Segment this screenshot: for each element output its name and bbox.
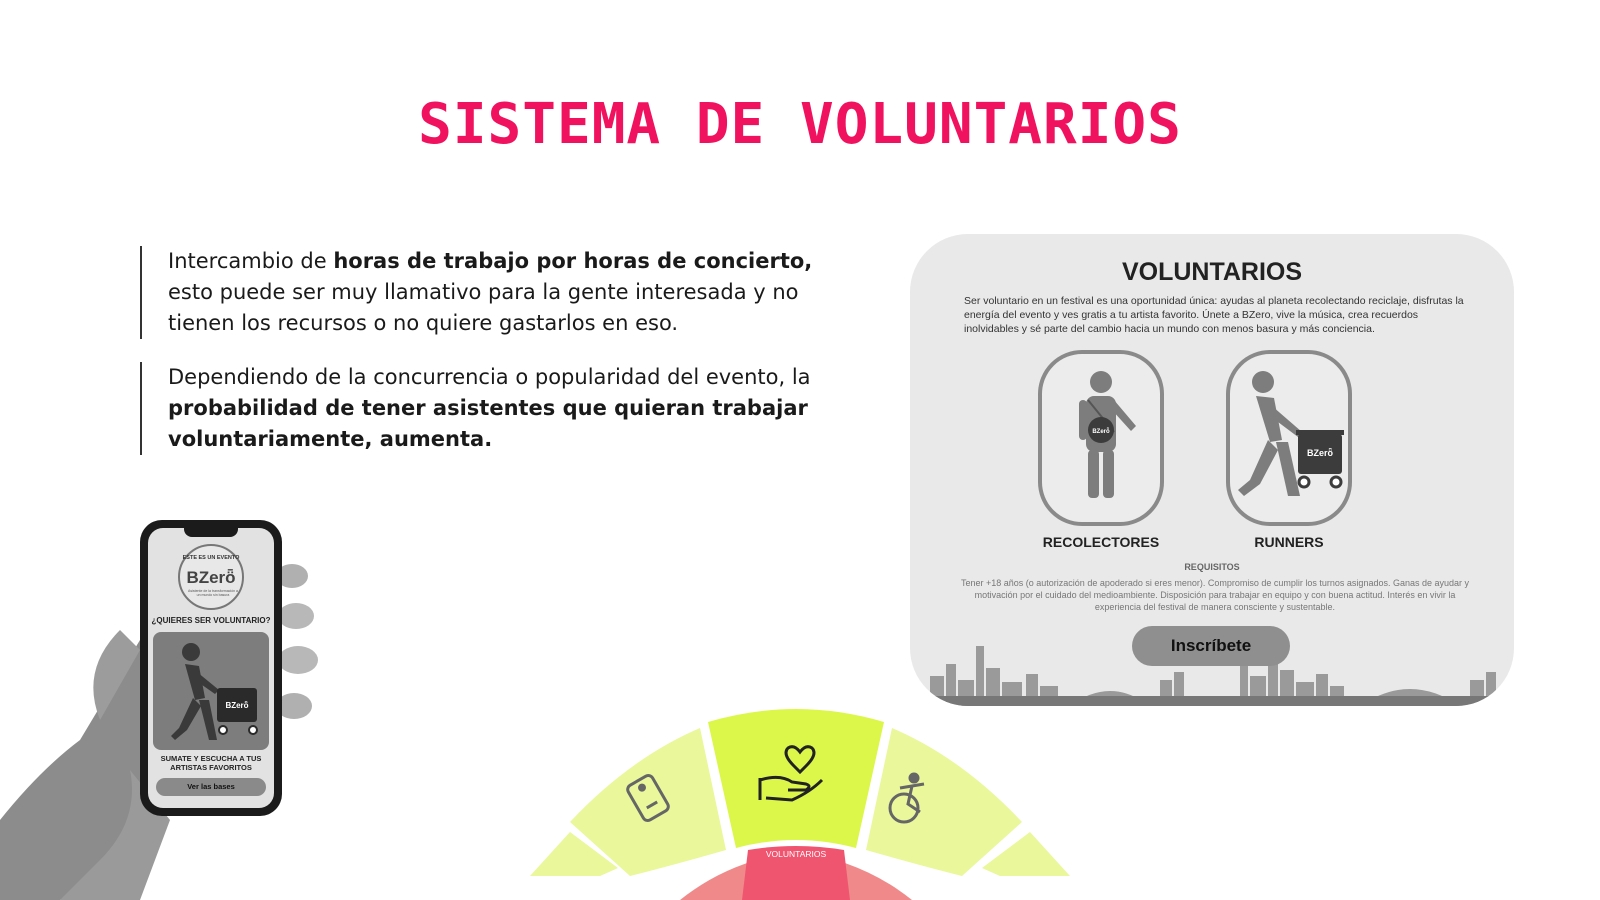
card-title: VOLUNTARIOS: [1121, 258, 1303, 286]
requirements-text: Tener +18 años (o autorización de apoderado si eres menor). Compromiso de cumplir los turnos asignados. Ganas de ayudar y motivación por el cuidado del medioambiente. Disposición para trabajar en equipo y con buena actitud. Interés en vivir la experiencia del festival de manera consciente y sustentable.: [960, 578, 1470, 612]
wheel-left-label: ARA: [703, 862, 720, 875]
category-wheel: [530, 700, 1070, 900]
paragraph-hours-exchange: [140, 246, 840, 339]
paragraph-1-text: Intercambio de: [168, 249, 334, 273]
phone-mockup: [0, 520, 320, 900]
badge-top-text: ESTE ES UN EVENTO: [182, 555, 240, 561]
paragraph-probability: [140, 362, 840, 455]
paragraph-1-rest: esto puede ser muy llamativo para la gente interesada y no tienen los recursos o no quiere gastarlos en eso.: [168, 280, 799, 335]
wheel-segment-voluntarios[interactable]: [708, 709, 884, 848]
role-card-recolectores[interactable]: [1038, 350, 1164, 526]
person-with-bag-icon: [1042, 354, 1160, 522]
requirements-title: REQUISITOS: [1184, 562, 1240, 572]
bzero-logo: BZerȫ: [186, 568, 236, 587]
paragraph-2-bold: probabilidad de tener asistentes que quieran trabajar voluntariamente, aumenta.: [168, 396, 808, 451]
wheel-segment-accessibility[interactable]: [866, 728, 1022, 876]
role-label-runners: RUNNERS: [1254, 534, 1324, 550]
phone-device: [140, 520, 282, 816]
bag-logo: BZerȫ: [1092, 429, 1110, 435]
paragraph-1-bold: horas de trabajo por horas de concierto,: [333, 249, 813, 273]
phone-notch: [184, 528, 238, 537]
role-card-runners[interactable]: [1226, 350, 1352, 526]
volunteer-card-mockup: [910, 234, 1514, 706]
wheel-center-label: VOLUNTARIOS: [765, 849, 827, 859]
phone-caption: SUMATE Y ESCUCHA A TUS ARTISTAS FAVORITOS: [160, 754, 262, 772]
phone-runner-image: [153, 632, 269, 750]
phone-screen: [148, 528, 274, 808]
person-with-cart-icon: [1230, 354, 1348, 522]
page-title: SISTEMA DE VOLUNTARIOS: [418, 92, 1182, 157]
paragraph-2-text: Dependiendo de la concurrencia o popularidad del evento, la: [168, 365, 811, 389]
badge-subtext: Asistente de la transformación a un mundo sin basura: [188, 589, 238, 597]
card-description: Ser voluntario en un festival es una oportunidad única: ayudas al planeta recolectando reciclaje, disfrutas la energía del evento y ves gratis a tu artista favorito. Únete a BZero, vive la música, crea recuerdos inolvidables y sé parte del cambio hacia un mundo con menos basura y más conciencia.: [964, 295, 1464, 335]
phone-cart-logo: BZerȫ: [225, 701, 249, 710]
event-badge: [178, 544, 244, 610]
cart-logo: BZerȫ: [1306, 448, 1334, 458]
phone-question: ¿QUIERES SER VOLUNTARIO?: [151, 616, 271, 625]
role-label-recolectores: RECOLECTORES: [1042, 534, 1160, 550]
see-rules-button[interactable]: Ver las bases: [156, 778, 266, 796]
person-with-cart-icon: [153, 632, 269, 750]
wheel-right-label: RECOL: [872, 858, 898, 875]
signup-button[interactable]: Inscríbete: [1132, 626, 1290, 666]
